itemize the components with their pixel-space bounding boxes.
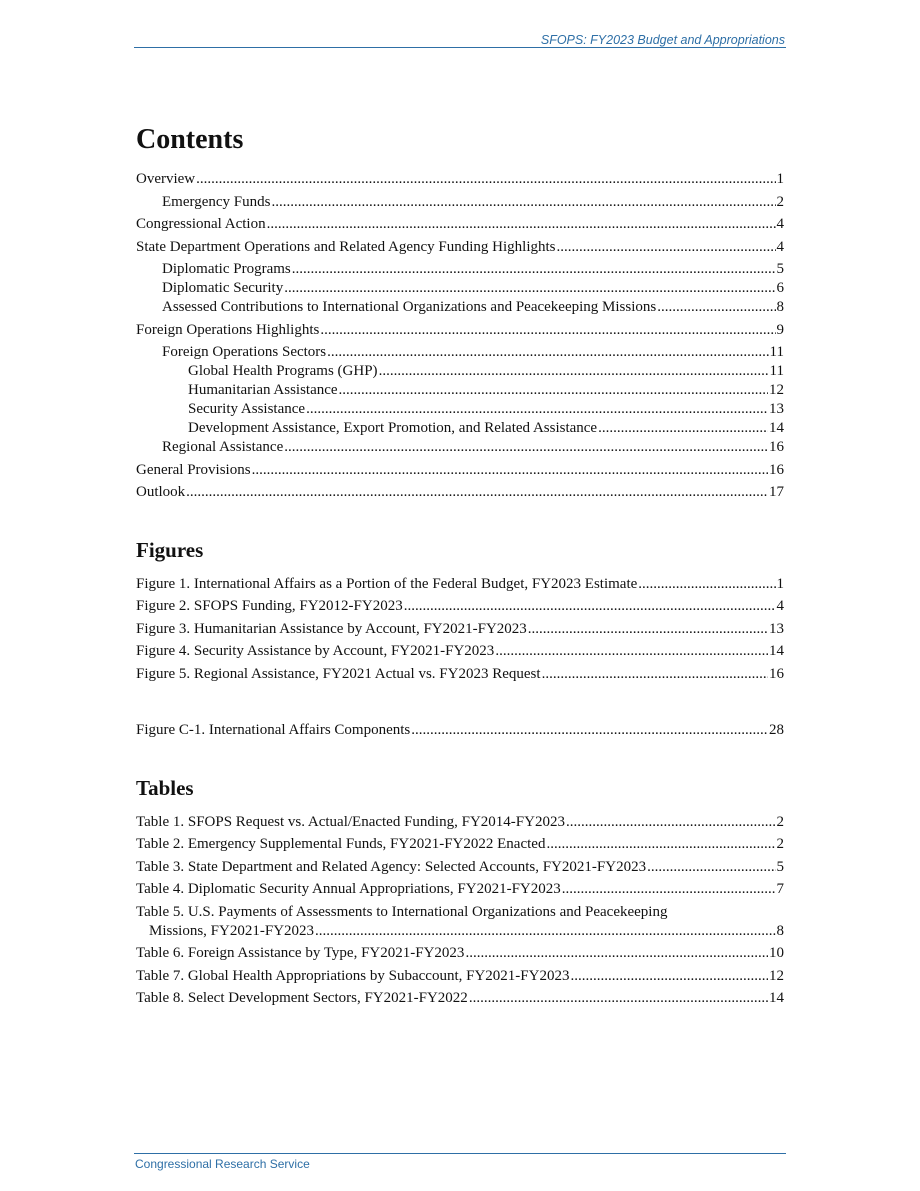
toc-entry-title: Development Assistance, Export Promotion, and Related Assistance xyxy=(188,420,598,436)
toc-entry-page: 17 xyxy=(769,484,784,500)
toc-entry[interactable] xyxy=(136,944,784,963)
toc-entry[interactable] xyxy=(136,835,784,854)
toc-entry[interactable] xyxy=(136,721,784,740)
dot-leader xyxy=(638,575,775,594)
toc-entry-title: Global Health Programs (GHP) xyxy=(188,363,378,379)
toc-entry-continuation xyxy=(136,922,784,941)
toc-entry-page: 13 xyxy=(769,401,784,417)
toc-entry[interactable] xyxy=(136,620,784,639)
toc-entry-title: Regional Assistance xyxy=(162,439,284,455)
toc-entry-title: General Provisions xyxy=(136,461,251,478)
dot-leader xyxy=(469,989,768,1008)
page-header xyxy=(134,33,786,48)
dot-leader xyxy=(306,400,768,419)
toc-entry[interactable] xyxy=(136,989,784,1008)
dot-leader xyxy=(252,461,768,480)
toc-entry-page: 6 xyxy=(776,280,784,296)
toc-entry-page: 2 xyxy=(776,836,784,852)
toc-entry-title: Security Assistance xyxy=(188,401,306,417)
toc-entry-title: Figure 3. Humanitarian Assistance by Account, FY2021-FY2023 xyxy=(136,620,527,637)
toc-entry[interactable] xyxy=(136,279,784,298)
toc-entry-page: 10 xyxy=(769,945,784,961)
toc-entry-page: 14 xyxy=(769,990,784,1006)
toc-entry-page: 11 xyxy=(769,363,784,379)
toc-entry-page: 5 xyxy=(776,261,784,277)
dot-leader xyxy=(271,193,775,212)
toc-entry-title: Humanitarian Assistance xyxy=(188,382,338,398)
toc-entry-page: 16 xyxy=(769,439,784,455)
toc-entry[interactable] xyxy=(136,813,784,832)
toc-entry[interactable] xyxy=(136,170,784,189)
toc-entry-title: Table 6. Foreign Assistance by Type, FY2021-FY2023 xyxy=(136,945,465,961)
figures-appendix-list xyxy=(136,721,784,740)
dot-leader xyxy=(284,438,768,457)
toc-entry-page: 13 xyxy=(769,620,784,637)
dot-leader xyxy=(186,483,768,502)
contents-list xyxy=(136,170,784,502)
dot-leader xyxy=(598,419,768,438)
dot-leader xyxy=(320,321,775,340)
toc-entry[interactable] xyxy=(136,400,784,419)
dot-leader xyxy=(570,967,768,986)
toc-entry-title: Table 3. State Department and Related Agency: Selected Accounts, FY2021-FY2023 xyxy=(136,858,647,875)
toc-entry-title: Figure 2. SFOPS Funding, FY2012-FY2023 xyxy=(136,598,403,614)
toc-entry[interactable] xyxy=(136,461,784,480)
toc-entry-page: 2 xyxy=(776,193,784,210)
toc-entry-page: 14 xyxy=(769,643,784,659)
dot-leader xyxy=(528,620,768,639)
toc-entry[interactable] xyxy=(136,575,784,594)
toc-entry-page: 14 xyxy=(769,420,784,436)
toc-entry-page: 12 xyxy=(769,382,784,398)
dot-leader xyxy=(495,642,768,661)
dot-leader xyxy=(657,298,775,317)
toc-entry[interactable] xyxy=(136,215,784,234)
dot-leader xyxy=(542,665,768,684)
dot-leader xyxy=(562,880,776,899)
toc-entry[interactable] xyxy=(136,858,784,877)
toc-entry-page: 1 xyxy=(776,171,784,187)
running-title: SFOPS: FY2023 Budget and Appropriations xyxy=(540,33,785,47)
toc-entry-page: 28 xyxy=(769,722,784,738)
figures-list xyxy=(136,575,784,684)
dot-leader xyxy=(557,238,776,257)
toc-entry[interactable] xyxy=(136,642,784,661)
toc-entry[interactable] xyxy=(136,419,784,438)
dot-leader xyxy=(465,944,768,963)
toc-entry-page: 8 xyxy=(776,922,784,939)
toc-entry-title: Table 1. SFOPS Request vs. Actual/Enacted Funding, FY2014-FY2023 xyxy=(136,813,565,830)
toc-entry-page: 7 xyxy=(776,881,784,897)
toc-entry[interactable] xyxy=(136,665,784,684)
toc-entry-title: Table 2. Emergency Supplemental Funds, FY2021-FY2022 Enacted xyxy=(136,836,546,852)
toc-entry-title: Foreign Operations Sectors xyxy=(162,344,327,360)
toc-entry[interactable] xyxy=(136,880,784,899)
toc-entry-title: Congressional Action xyxy=(136,216,266,232)
toc-entry-page: 5 xyxy=(776,858,784,875)
publisher-name: Congressional Research Service xyxy=(135,1157,310,1171)
toc-entry[interactable] xyxy=(136,967,784,986)
figures-heading: Figures xyxy=(136,537,204,562)
toc-entry[interactable] xyxy=(136,260,784,279)
toc-entry-page: 8 xyxy=(776,299,784,315)
dot-leader xyxy=(292,260,776,279)
toc-entry-title: Diplomatic Security xyxy=(162,280,284,296)
document-body xyxy=(136,124,784,1012)
dot-leader xyxy=(327,343,768,362)
tables-heading: Tables xyxy=(136,775,194,800)
dot-leader xyxy=(339,381,768,400)
toc-entry[interactable] xyxy=(136,343,784,362)
dot-leader xyxy=(546,835,775,854)
dot-leader xyxy=(379,362,769,381)
toc-entry-title: Table 8. Select Development Sectors, FY2021-FY2022 xyxy=(136,990,468,1006)
toc-entry[interactable] xyxy=(136,298,784,317)
toc-entry-page: 4 xyxy=(776,216,784,232)
toc-entry-page: 16 xyxy=(769,461,784,478)
dot-leader xyxy=(404,597,776,616)
tables-list xyxy=(136,813,784,1009)
toc-entry-title: Assessed Contributions to International Organizations and Peacekeeping Missions xyxy=(162,299,657,315)
toc-entry-title: Diplomatic Programs xyxy=(162,261,291,277)
toc-entry[interactable] xyxy=(136,483,784,502)
contents-heading: Contents xyxy=(136,124,244,155)
toc-entry-title: State Department Operations and Related Agency Funding Highlights xyxy=(136,238,556,255)
dot-leader xyxy=(647,858,775,877)
dot-leader xyxy=(566,813,776,832)
toc-entry-page: 9 xyxy=(776,321,784,338)
toc-entry[interactable] xyxy=(136,321,784,340)
toc-entry-title: Overview xyxy=(136,171,196,187)
dot-leader xyxy=(196,170,775,189)
toc-entry[interactable] xyxy=(136,193,784,212)
toc-entry-title: Foreign Operations Highlights xyxy=(136,321,320,338)
toc-entry-title-cont: Missions, FY2021-FY2023 xyxy=(149,922,315,939)
toc-entry[interactable] xyxy=(136,903,784,941)
toc-entry-title: Figure 1. International Affairs as a Portion of the Federal Budget, FY2023 Estimate xyxy=(136,575,638,592)
toc-entry-page: 4 xyxy=(776,238,784,255)
dot-leader xyxy=(411,721,768,740)
toc-entry[interactable] xyxy=(136,381,784,400)
toc-entry-title: Table 7. Global Health Appropriations by Subaccount, FY2021-FY2023 xyxy=(136,967,570,984)
toc-entry-page: 12 xyxy=(769,967,784,984)
dot-leader xyxy=(267,215,776,234)
toc-entry[interactable] xyxy=(136,438,784,457)
page-footer xyxy=(134,1153,786,1171)
toc-entry-title: Figure C-1. International Affairs Components xyxy=(136,722,411,738)
toc-entry-title: Table 4. Diplomatic Security Annual Appropriations, FY2021-FY2023 xyxy=(136,881,561,897)
dot-leader xyxy=(284,279,775,298)
toc-entry-title: Outlook xyxy=(136,484,186,500)
toc-entry[interactable] xyxy=(136,362,784,381)
toc-entry-page: 11 xyxy=(769,344,784,360)
toc-entry-page: 16 xyxy=(769,665,784,682)
toc-entry-page: 2 xyxy=(776,813,784,830)
toc-entry[interactable] xyxy=(136,238,784,257)
toc-entry-page: 4 xyxy=(776,598,784,614)
toc-entry-title: Figure 5. Regional Assistance, FY2021 Actual vs. FY2023 Request xyxy=(136,665,541,682)
toc-entry-title: Table 5. U.S. Payments of Assessments to International Organizations and Peacekeeping xyxy=(136,903,668,920)
toc-entry-page: 1 xyxy=(776,575,784,592)
toc-entry-title: Figure 4. Security Assistance by Account, FY2021-FY2023 xyxy=(136,643,495,659)
toc-entry[interactable] xyxy=(136,597,784,616)
toc-entry-title: Emergency Funds xyxy=(162,193,271,210)
dot-leader xyxy=(315,922,775,941)
